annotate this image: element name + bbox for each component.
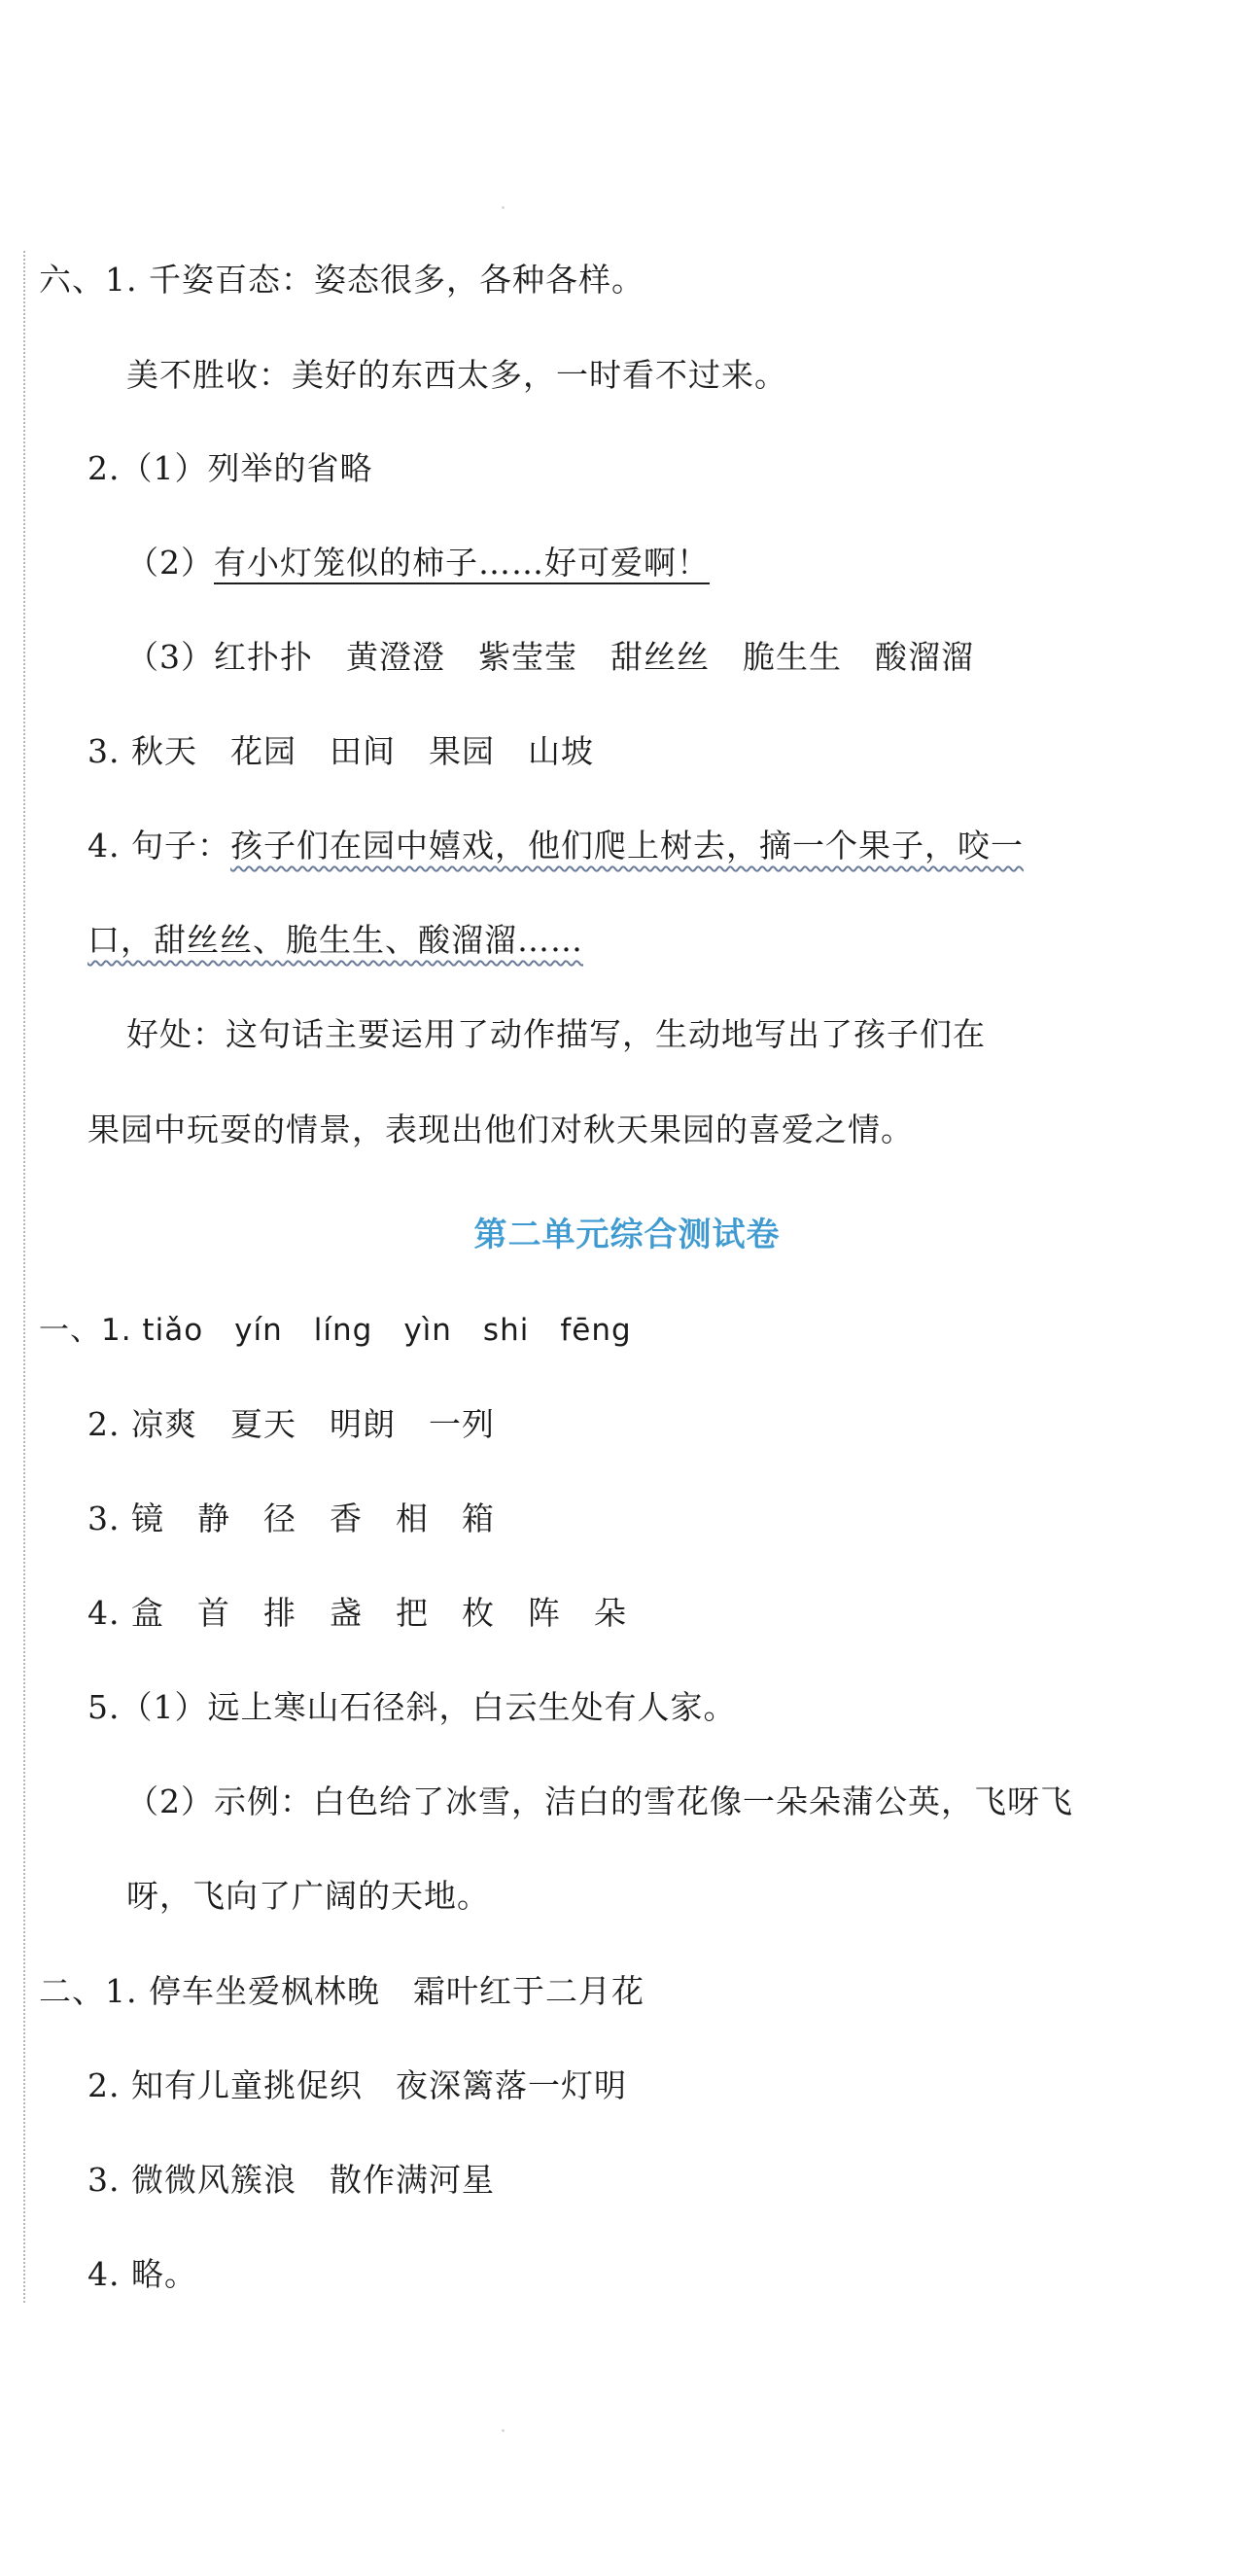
answer-1-3: 3. 镜 静 径 香 相 箱 [87,1500,495,1537]
answer-1-1-pinyin: 一、1. tiǎo yín líng yìn shi fēng [39,1313,632,1348]
answer-6-3: 3. 秋天 花园 田间 果园 山坡 [87,732,594,770]
answer-1-2: 2. 凉爽 夏天 明朗 一列 [87,1405,495,1443]
scan-dot [502,206,505,209]
scan-dot [502,2429,505,2432]
answer-2-1: 二、1. 停车坐爱枫林晚 霜叶红于二月花 [39,1972,644,2010]
answer-2-4: 4. 略。 [87,2255,197,2293]
answer-6-1-line2: 美不胜收：美好的东西太多，一时看不过来。 [126,356,787,394]
answer-1-4: 4. 盒 首 排 盏 把 枚 阵 朵 [87,1594,627,1632]
answer-1-5-1: 5.（1）远上寒山石径斜，白云生处有人家。 [87,1688,737,1726]
underlined-sentence: 有小灯笼似的柿子……好可爱啊！ [214,544,710,582]
answer-6-4-line1 [87,825,1024,867]
answer-6-2-3: （3）红扑扑 黄澄澄 紫莹莹 甜丝丝 脆生生 酸溜溜 [126,638,974,676]
wavy-underlined-sentence: 孩子们在园中嬉戏，他们爬上树去，摘一个果子，咬一 [229,827,1024,865]
section-heading: 第二单元综合测试卷 [473,1216,781,1254]
answer-6-2-1: 2.（1）列举的省略 [87,449,373,487]
answer-6-1-line1: 六、1. 千姿百态：姿态很多，各种各样。 [39,261,644,299]
answer-1-5-2-line1: （2）示例：白色给了冰雪，洁白的雪花像一朵朵蒲公英，飞呀飞 [126,1782,1073,1820]
answer-6-2-2 [126,542,710,584]
answer-6-2-2-prefix: （2） [126,544,214,582]
answer-1-5-2-line2: 呀，飞向了广阔的天地。 [126,1877,490,1915]
answer-6-4-benefit-line1: 好处：这句话主要运用了动作描写，生动地写出了孩子们在 [126,1015,986,1053]
answer-2-2: 2. 知有儿童挑促织 夜深篱落一灯明 [87,2066,627,2104]
answer-6-4-benefit-line2: 果园中玩耍的情景，表现出他们对秋天果园的喜爱之情。 [87,1111,914,1148]
margin-dotted-line [23,251,25,2303]
answer-2-3: 3. 微微风簇浪 散作满河星 [87,2161,495,2199]
answer-6-4-prefix: 4. 句子： [87,827,230,865]
answer-6-4-line2 [87,919,583,962]
wavy-underlined-sentence: 口，甜丝丝、脆生生、酸溜溜…… [87,921,583,959]
